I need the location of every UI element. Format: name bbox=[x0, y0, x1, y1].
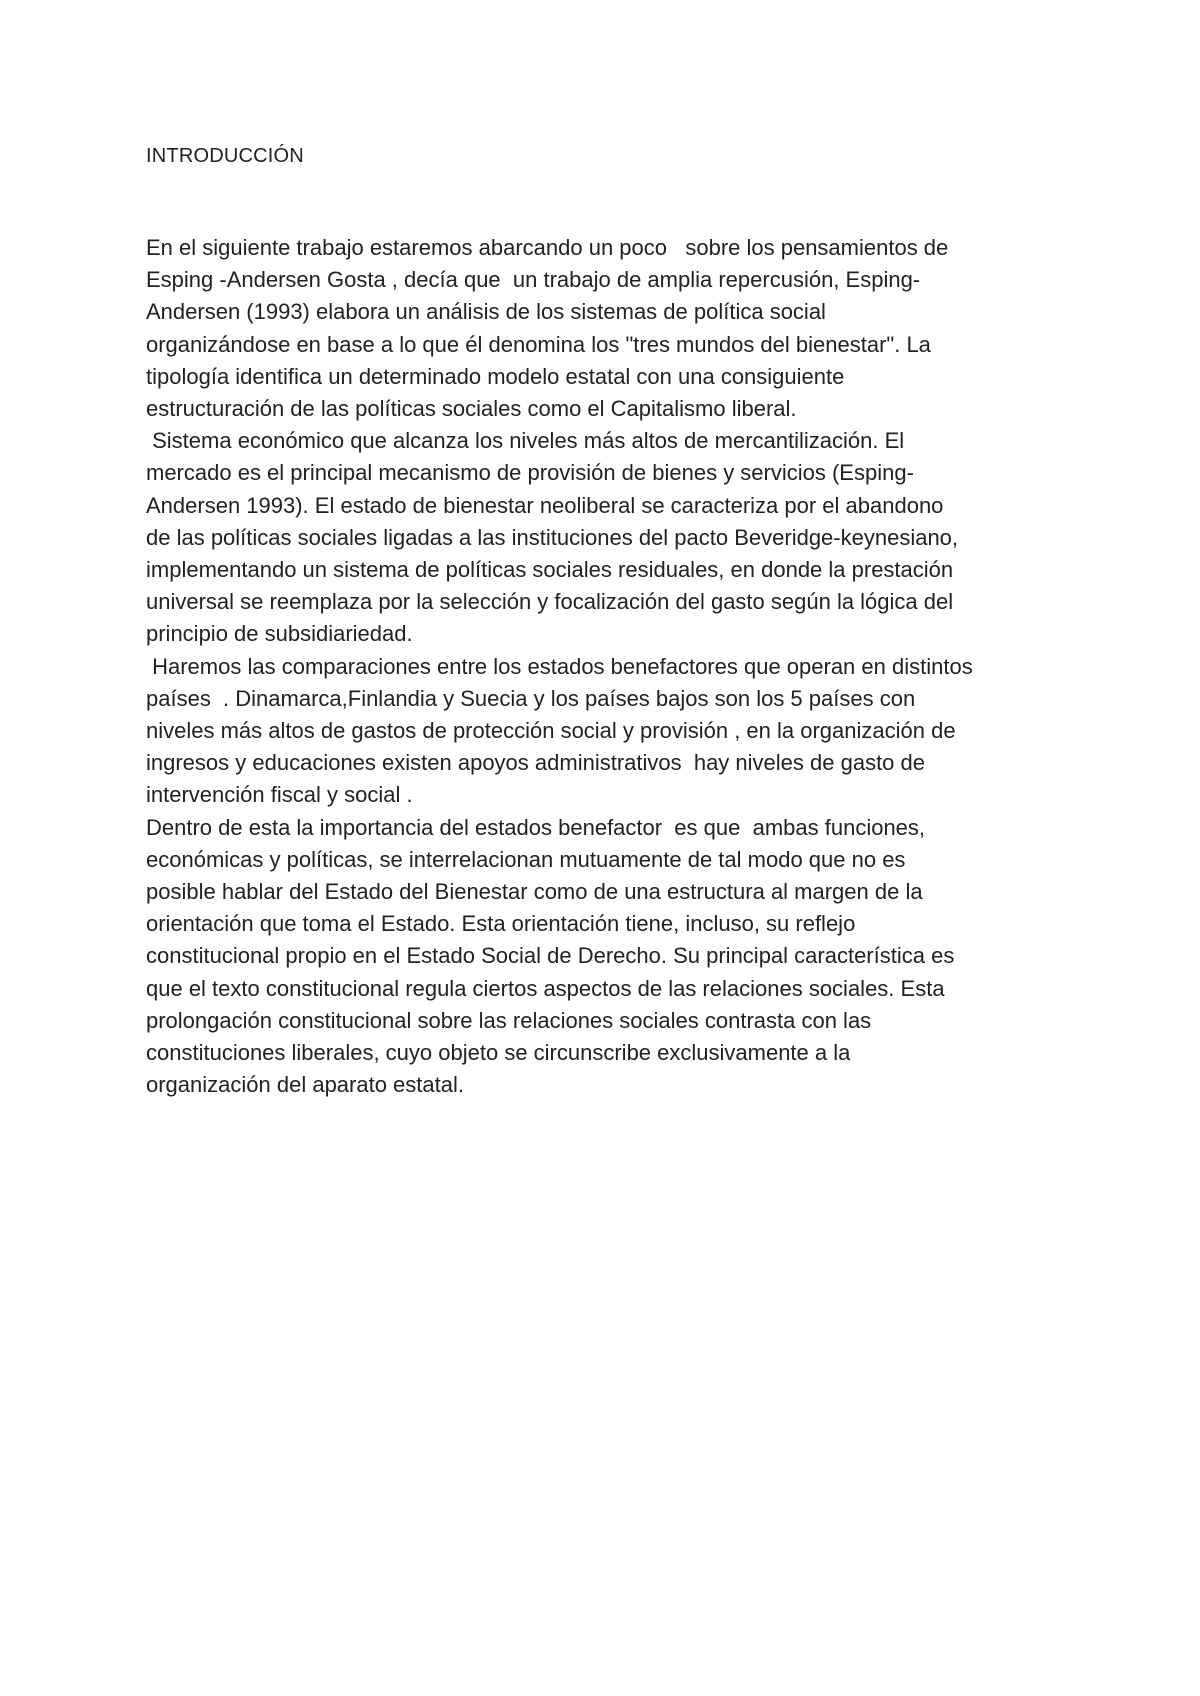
body-line: implementando un sistema de políticas sociales residuales, en donde la prestación bbox=[146, 557, 954, 583]
body-line: constitucional propio en el Estado Social de Derecho. Su principal característica es bbox=[146, 943, 955, 969]
body-line: Esping -Andersen Gosta , decía que un trabajo de amplia repercusión, Esping- bbox=[146, 267, 921, 293]
body-line: mercado es el principal mecanismo de provisión de bienes y servicios (Esping- bbox=[146, 460, 914, 486]
body-line: principio de subsidiariedad. bbox=[146, 621, 413, 647]
body-line: En el siguiente trabajo estaremos abarcando un poco sobre los pensamientos de bbox=[146, 235, 949, 260]
body-line: de las políticas sociales ligadas a las instituciones del pacto Beveridge-keynesiano, bbox=[146, 524, 959, 550]
body-line: intervención fiscal y social . bbox=[146, 782, 413, 808]
document-body bbox=[146, 232, 1086, 1101]
body-line: universal se reemplaza por la selección y focalización del gasto según la lógica del bbox=[146, 589, 954, 615]
document-title: INTRODUCCIÓN bbox=[146, 145, 304, 167]
body-line: posible hablar del Estado del Bienestar como de una estructura al margen de la bbox=[146, 879, 923, 905]
body-line: organizándose en base a lo que él denomina los "tres mundos del bienestar". La bbox=[146, 331, 931, 357]
body-line: orientación que toma el Estado. Esta orientación tiene, incluso, su reflejo bbox=[146, 911, 856, 937]
body-line: Dentro de esta la importancia del estados benefactor es que ambas funciones, bbox=[146, 814, 926, 840]
body-line: organización del aparato estatal. bbox=[146, 1072, 464, 1098]
body-line: tipología identifica un determinado modelo estatal con una consiguiente bbox=[146, 363, 845, 389]
body-line: países . Dinamarca,Finlandia y Suecia y los países bajos son los 5 países con bbox=[146, 685, 916, 711]
body-line: estructuración de las políticas sociales como el Capitalismo liberal. bbox=[146, 396, 797, 422]
body-line: económicas y políticas, se interrelacionan mutuamente de tal modo que no es bbox=[146, 846, 906, 872]
body-line: ingresos y educaciones existen apoyos administrativos hay niveles de gasto de bbox=[146, 750, 926, 776]
body-line: niveles más altos de gastos de protección social y provisión , en la organización de bbox=[146, 718, 956, 744]
body-line: que el texto constitucional regula ciertos aspectos de las relaciones sociales. Esta bbox=[146, 975, 945, 1001]
body-line: Sistema económico que alcanza los niveles más altos de mercantilización. El bbox=[146, 428, 905, 454]
body-line: Andersen 1993). El estado de bienestar neoliberal se caracteriza por el abandono bbox=[146, 492, 944, 518]
body-line: constituciones liberales, cuyo objeto se circunscribe exclusivamente a la bbox=[146, 1040, 851, 1066]
body-line: prolongación constitucional sobre las relaciones sociales contrasta con las bbox=[146, 1007, 872, 1033]
body-line: Andersen (1993) elabora un análisis de los sistemas de política social bbox=[146, 299, 826, 325]
body-line: Haremos las comparaciones entre los estados benefactores que operan en distintos bbox=[146, 653, 973, 679]
